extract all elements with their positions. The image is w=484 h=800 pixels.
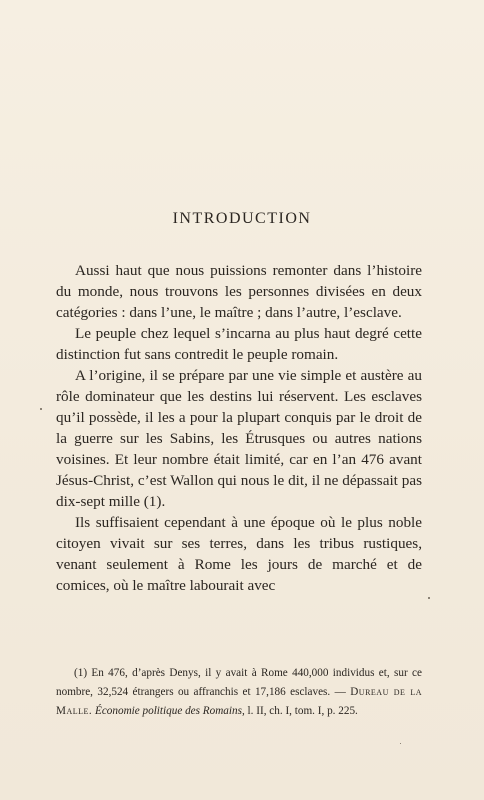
paragraph: A l’origine, il se prépare par une vie simple et austère au rôle dominateur que les destins lui réservent. Les esclaves qu’il possède, il les a pour la plupart conquis par le droit de la guerre sur les Sabins, les Étrusques ou autres nations voisines. Et leur nombre était limité, car en l’an 476 avant Jésus-Christ, c’est Wallon qui nous le dit, il ne dépassait pas dix-sept mille (1). xyxy=(56,367,422,510)
footnote-author: Dureau de la Malle. xyxy=(56,686,422,717)
paper-speck xyxy=(40,408,42,410)
paper-speck xyxy=(400,743,401,744)
footnote-reference: l. II, ch. I, tom. I, p. 225. xyxy=(244,705,358,717)
chapter-title: INTRODUCTION xyxy=(172,210,312,227)
paragraph: Le peuple chez lequel s’incarna au plus haut degré cette distinction fut sans contredit le peuple romain. xyxy=(56,325,422,363)
paper-speck xyxy=(428,597,430,599)
footnote-intro: (1) En 476, d’après Denys, il y avait à Rome 440,000 individus et, sur ce nombre, 32,524 étrangers ou affranchis et 17,186 esclaves. — xyxy=(56,667,422,698)
paragraph: Aussi haut que nous puissions remonter dans l’histoire du monde, nous trouvons les personnes divisées en deux catégories : dans l’une, le maître ; dans l’autre, l’esclave. xyxy=(56,262,422,321)
body-text xyxy=(56,260,422,596)
footnote-work-title: Économie politique des Romains, xyxy=(94,705,245,717)
footnote xyxy=(56,664,422,721)
paragraph: Ils suffisaient cependant à une époque où le plus noble citoyen vivait sur ses terres, dans les tribus rustiques, venant seulement à Rome les jours de marché et de comices, où le maître labourait avec xyxy=(56,514,422,594)
footnote-text xyxy=(56,664,422,721)
